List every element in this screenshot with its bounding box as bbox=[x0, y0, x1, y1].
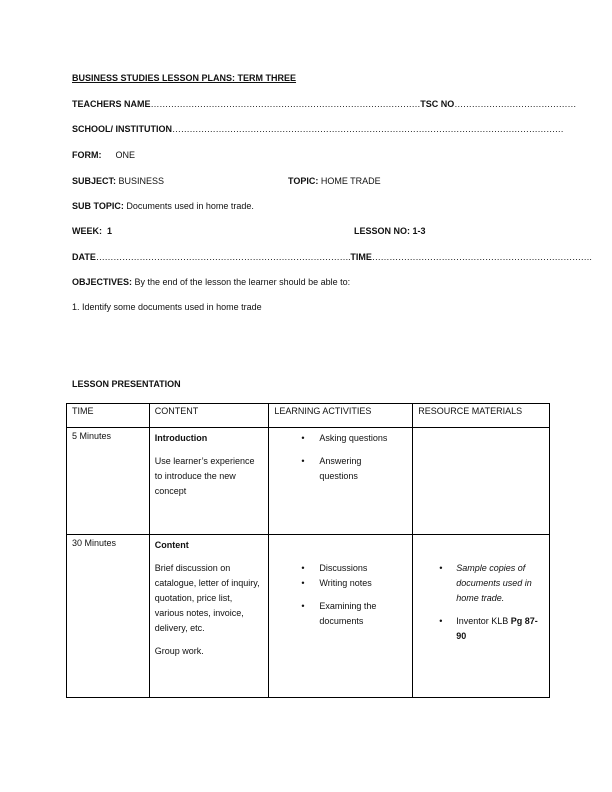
lesson-presentation-table bbox=[66, 403, 550, 698]
tsc-no-label: TSC NO bbox=[420, 99, 455, 109]
table-header-row bbox=[67, 404, 550, 428]
date-label: DATE bbox=[72, 252, 96, 262]
resources-list bbox=[418, 561, 544, 644]
row-content bbox=[149, 428, 269, 535]
row-resources bbox=[413, 535, 550, 698]
form-value: ONE bbox=[115, 150, 136, 160]
subtopic-label: SUB TOPIC: bbox=[72, 201, 124, 211]
activity-item: • Asking questions bbox=[274, 431, 407, 446]
form-label: FORM: bbox=[72, 150, 102, 160]
subtopic-value: Documents used in home trade. bbox=[123, 201, 254, 211]
teachers-name-label: TEACHERS NAME bbox=[72, 99, 151, 109]
teachers-name-field[interactable]: ………………………………………………………………………………… bbox=[150, 99, 421, 109]
time-field[interactable]: …………………………………………………………………. bbox=[371, 252, 592, 262]
lesson-presentation-heading: LESSON PRESENTATION bbox=[72, 379, 181, 389]
objectives-label: OBJECTIVES: bbox=[72, 277, 133, 287]
document-title: BUSINESS STUDIES LESSON PLANS: TERM THREE bbox=[72, 73, 297, 83]
tsc-no-field[interactable]: …………………………………… bbox=[454, 99, 577, 109]
form-line bbox=[72, 150, 135, 160]
column-header-resource-materials: RESOURCE MATERIALS bbox=[413, 404, 550, 428]
row-activities bbox=[269, 535, 413, 698]
objectives-line bbox=[72, 277, 350, 287]
week-value: 1 bbox=[107, 226, 113, 236]
column-header-content: CONTENT bbox=[149, 404, 269, 428]
resource-item: • Sample copies of documents used in home trade. bbox=[418, 561, 544, 606]
week-line bbox=[72, 226, 112, 236]
time-label: TIME bbox=[350, 252, 372, 262]
subtopic-line bbox=[72, 201, 254, 211]
row-time: 5 Minutes bbox=[67, 428, 150, 535]
activity-item: • Examining the documents bbox=[274, 599, 389, 629]
topic-value: HOME TRADE bbox=[318, 176, 381, 186]
activity-item: • Writing notes bbox=[274, 576, 407, 591]
row-activities bbox=[269, 428, 413, 535]
activities-list bbox=[274, 431, 407, 484]
school-line bbox=[72, 124, 564, 134]
activity-item: • Discussions bbox=[274, 561, 407, 576]
content-title: Introduction bbox=[154, 433, 208, 443]
objectives-text: By the end of the lesson the learner should be able to: bbox=[132, 277, 351, 287]
teachers-name-line bbox=[72, 99, 576, 109]
row-resources bbox=[413, 428, 550, 535]
activities-list bbox=[274, 561, 407, 629]
row-content bbox=[149, 535, 269, 698]
lesson-no: LESSON NO: 1-3 bbox=[354, 226, 426, 236]
content-body: Use learner’s experience to introduce the new concept bbox=[154, 456, 255, 496]
resource-page-ref: Pg 87-90 bbox=[456, 616, 538, 641]
row-time: 30 Minutes bbox=[67, 535, 150, 698]
resource-item bbox=[418, 614, 544, 644]
date-time-line bbox=[72, 252, 592, 262]
subject-label: SUBJECT: bbox=[72, 176, 117, 186]
content-extra: Group work. bbox=[154, 646, 204, 656]
topic-line bbox=[288, 176, 381, 186]
activity-item: • Answering questions bbox=[274, 454, 379, 484]
resource-text: Inventor KLB bbox=[456, 616, 511, 626]
objective-item-1: 1. Identify some documents used in home trade bbox=[72, 302, 262, 312]
school-field[interactable]: ……………………………………………………………………………………………………………………… bbox=[172, 124, 564, 134]
table-row bbox=[67, 428, 550, 535]
content-title: Content bbox=[154, 540, 189, 550]
table-row bbox=[67, 535, 550, 698]
week-label: WEEK: bbox=[72, 226, 102, 236]
subject-line bbox=[72, 176, 164, 186]
subject-value: BUSINESS bbox=[116, 176, 165, 186]
date-field[interactable]: ……………………………………………………………………………. bbox=[95, 252, 351, 262]
content-body: Brief discussion on catalogue, letter of inquiry, quotation, price list, various notes, invoice, delivery, etc. bbox=[154, 563, 260, 633]
school-label: SCHOOL/ INSTITUTION bbox=[72, 124, 172, 134]
topic-label: TOPIC: bbox=[288, 176, 319, 186]
column-header-time: TIME bbox=[67, 404, 150, 428]
column-header-learning-activities: LEARNING ACTIVITIES bbox=[269, 404, 413, 428]
